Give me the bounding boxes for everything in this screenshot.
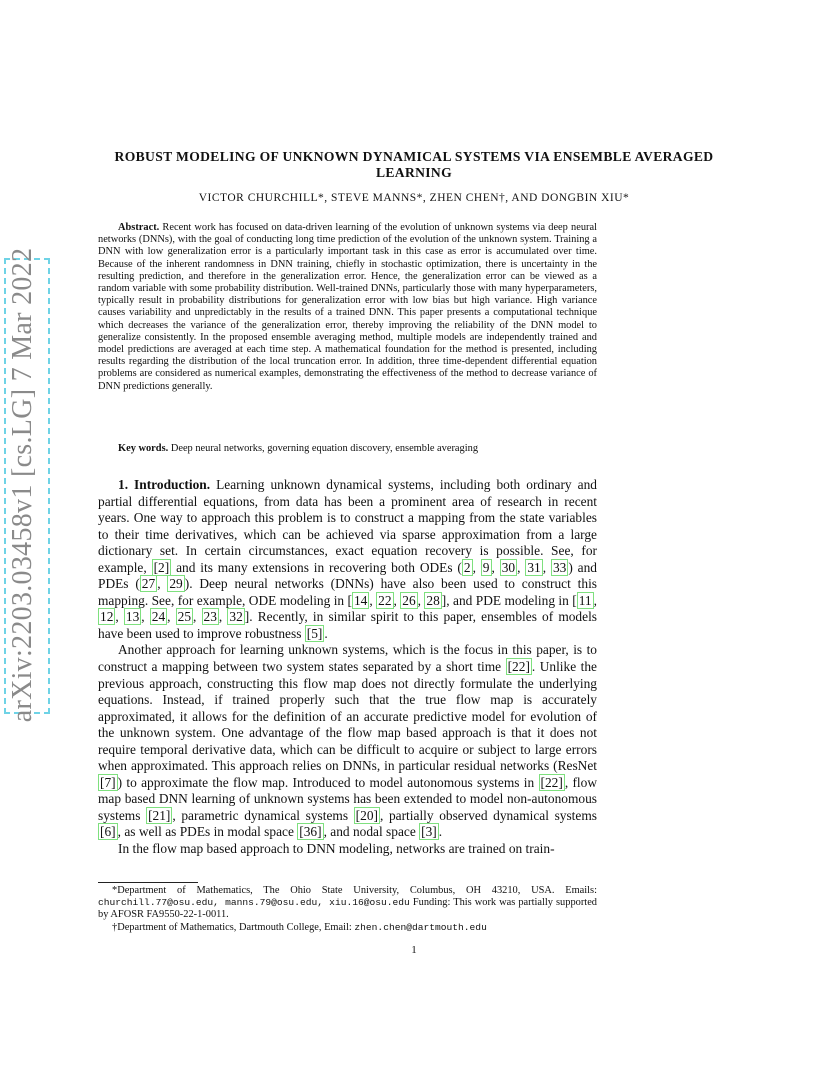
abstract (98, 222, 597, 393)
citation-link[interactable]: 30 (501, 559, 516, 575)
citation-link[interactable]: [3] (421, 824, 437, 840)
introduction-section (98, 477, 597, 858)
keywords-text: Deep neural networks, governing equation discovery, ensemble averaging (170, 443, 479, 454)
email-list[interactable]: churchill.77@osu.edu, manns.79@osu.edu, xiu.16@osu.edu (98, 897, 410, 909)
arxiv-identifier[interactable]: arXiv:2203.03458v1 [cs.LG] 7 Mar 2022 (7, 247, 38, 723)
citation-link[interactable]: [2] (153, 559, 170, 575)
text-span: , as well as PDEs in modal space (117, 824, 294, 840)
citation-link[interactable]: 33 (552, 559, 567, 575)
text-span: ). Deep neural networks (DNNs) have also been used to construct this mapping. See, for example, ODE modeling in (98, 576, 597, 608)
text-span: , and PDE modeling in (446, 592, 569, 608)
citation-link[interactable]: [20] (355, 807, 378, 823)
citation-link[interactable]: [36] (299, 824, 322, 840)
text-span: †Department of Mathematics, Dartmouth College, Email: (112, 921, 352, 933)
citation-link[interactable]: 27 (141, 576, 156, 592)
paragraph-1: 1. Introduction. Learning unknown dynamical systems, including both ordinary and partial differential equations, from data has been a prominent area of research in recent years. One way to approach this problem is to construct a mapping from the state variables to their time derivatives, which can be achieved via sparse approximation from a large dictionary set. In certain circumstances, exact equation recovery is possible. See, for example, [2] and its many extensions in recovering both ODEs ( 2 , 9 , 30 , 31 , 33 ) and PDEs ( 27 , 29 ). Deep neural networks (DNNs) have also been used to construct this mapping. See, for example, ODE modeling in [ 14 , 22 , 26 , 28 ], and PDE modeling in [ 11 , 12 , 13 , 24 , 25 , 23 , 32 ]. Recently, in similar spirit to this paper, ensembles of models have been used to improve robustness [5] . (98, 477, 597, 641)
text-span: Funding: This work was partially supported by AFOSR FA9550-22-1-0011. (98, 897, 597, 921)
citation-link[interactable]: 31 (527, 559, 541, 575)
text-span: , and nodal space (323, 824, 416, 840)
footnote-2 (98, 922, 597, 934)
text-span: *Department of Mathematics, The Ohio State University, Columbus, OH 43210, USA. Emails: (112, 885, 597, 896)
citation-link[interactable]: 23 (203, 609, 217, 625)
citation-link[interactable]: 2 (463, 559, 471, 575)
paragraph-3: In the flow map based approach to DNN modeling, networks are trained on train- (118, 841, 555, 857)
author-list: VICTOR CHURCHILL*, STEVE MANNS*, ZHEN CHEN†, AND DONGBIN XIU* (198, 192, 630, 204)
text-span: ) and PDEs ( (98, 559, 597, 592)
footnote-1 (98, 885, 597, 922)
text-span: , flow map based DNN learning of unknown systems has been extended to model non-autonomous systems (98, 774, 598, 823)
citation-link[interactable]: 9 (482, 559, 490, 575)
citation-link[interactable]: 32 (229, 609, 243, 625)
text-span: . (438, 824, 443, 840)
text-span: Another approach for learning unknown systems, which is the focus in this paper, is to construct a mapping between two system states separated by a short time (98, 642, 597, 675)
footnote-rule (98, 882, 198, 883)
citation-link[interactable]: [6] (100, 824, 116, 840)
section-heading: 1. Introduction. (118, 477, 211, 492)
keywords-label: Key words. (118, 443, 169, 454)
citation-link[interactable]: [21] (148, 807, 171, 823)
citation-link[interactable]: 13 (125, 609, 140, 625)
citation-link[interactable]: 29 (169, 576, 183, 592)
citation-link[interactable]: 11 (578, 592, 592, 608)
citation-link[interactable]: [7] (100, 774, 116, 790)
citation-link[interactable]: 14 (353, 592, 368, 608)
citation-link[interactable]: 22 (378, 592, 392, 608)
abstract-label: Abstract. (118, 222, 160, 233)
text-span: and its many extensions in recovering both ODEs ( (176, 559, 462, 575)
text-span: . (324, 625, 328, 641)
paper-title: ROBUST MODELING OF UNKNOWN DYNAMICAL SYSTEMS VIA ENSEMBLE AVERAGED LEARNING (114, 149, 714, 180)
text-span: ) to approximate the flow map. Introduced to model autonomous systems in (117, 774, 535, 790)
text-span: Learning unknown dynamical systems, including both ordinary and partial differential equations, from data has been a prominent area of research in recent years. One way to approach this problem is to construct a mapping from the state variables to their time derivatives, which can be achieved via sparse approximation from a large dictionary set. In certain circumstances, exact equation recovery is possible. See, for example, (98, 477, 597, 575)
text-span: . Recently, in similar spirit to this paper, ensembles of models have been used to improve robustness (98, 609, 597, 641)
citation-link[interactable]: 25 (177, 609, 192, 625)
citation-link[interactable]: [22] (540, 774, 563, 790)
citation-link[interactable]: 26 (402, 592, 416, 608)
paragraph-2 (98, 642, 597, 841)
text-span: , parametric dynamical systems (172, 807, 349, 823)
text-span: . Unlike the previous approach, constructing this flow map does not directly formulate the underlying equations. Instead, if trained properly such that the true flow map is accurately approximated, it allows for the definition of an accurate predictive model for evolution of the unknown system. One advantage of the flow map based approach is that it does not require temporal derivative data, which can be difficult to acquire or subject to large errors when approximated. This approach relies on DNNs, in particular residual networks (ResNet (98, 659, 597, 774)
citation-link[interactable]: [22] (507, 659, 530, 675)
keywords (118, 443, 598, 454)
citation-link[interactable]: 24 (151, 609, 166, 625)
abstract-text: Recent work has focused on data-driven learning of the evolution of unknown systems via deep neural networks (DNNs), with the goal of conducting long time prediction of the evolution of the unknown system. Training a DNN with low generalization error is a particularly important task in this case as error is accumulated over time. Because of the inherent randomness in DNN training, chiefly in stochastic optimization, there is uncertainty in the resulting prediction, and therefore in the generalization error. Hence, the generalization error can be viewed as a random variable with some probability distribution. Well-trained DNNs, particularly those with many hyperparameters, typically result in probability distributions for generalization error with low bias but high variance. High variance causes variability and unpredictably in the results of a trained DNN. This paper presents a computational technique which decreases the variance of the generalization error, thereby improving the reliability of the DNN model to generalize consistently. In the proposed ensemble averaging method, multiple models are independently trained and model predictions are averaged at each time step. A mathematical foundation for the method is presented, including results regarding the distribution of the local truncation error. In addition, three time-dependent differential equation problems are considered as numerical examples, demonstrating the effectiveness of the method to decrease variance of DNN predictions generally. (98, 222, 597, 392)
text-span: , partially observed dynamical systems (379, 807, 597, 823)
citation-link[interactable]: 28 (426, 592, 440, 608)
page-number: 1 (411, 944, 417, 956)
citation-link[interactable]: [5] (306, 625, 323, 641)
email-link[interactable]: zhen.chen@dartmouth.edu (354, 921, 487, 933)
footnotes (98, 885, 597, 934)
citation-link[interactable]: 12 (100, 609, 114, 625)
